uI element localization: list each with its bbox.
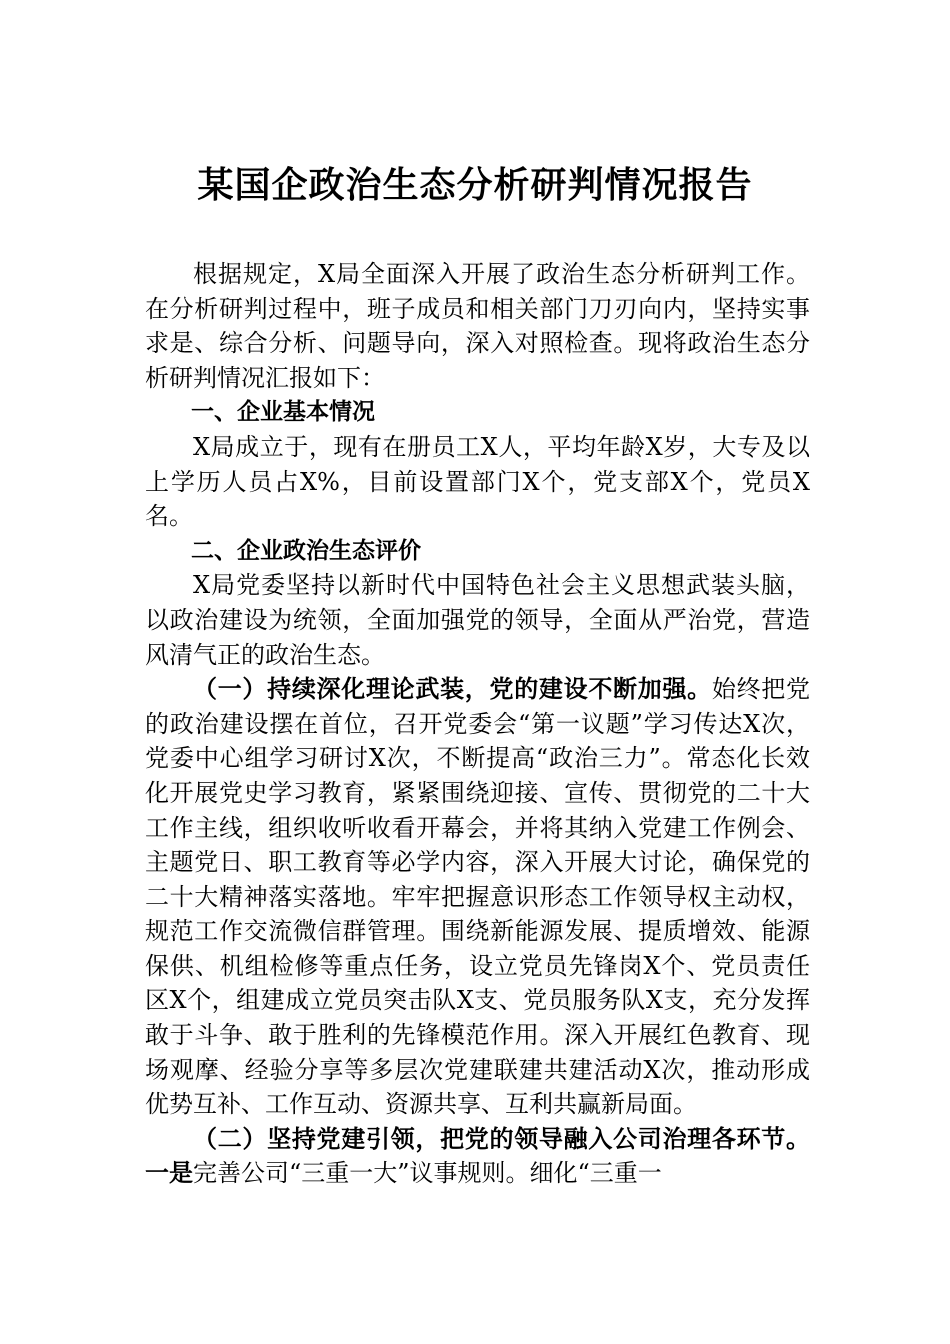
section-1-paragraph: X局成立于，现有在册员工X人，平均年龄X岁，大专及以上学历人员占X%，目前设置部门X个，党支部X个，党员X名。 <box>145 432 810 531</box>
intro-paragraph: 根据规定，X局全面深入开展了政治生态分析研判工作。在分析研判过程中，班子成员和相关部门刀刃向内，坚持实事求是、综合分析、问题导向，深入对照检查。现将政治生态分析研判情况汇报如下： <box>145 260 810 392</box>
section-1-heading: 一、企业基本情况 <box>191 399 375 426</box>
subsection-1-paragraph <box>145 672 810 1122</box>
subsection-2-lead: 一是 <box>145 1158 193 1188</box>
subsection-1-heading: （一）持续深化理论武装，党的建设不断加强。 <box>193 674 712 704</box>
subsection-1-text: 始终把党的政治建设摆在首位，召开党委会“第一议题”学习传达X次，党委中心组学习研讨X次，不断提高“政治三力”。常态化长效化开展党史学习教育，紧紧围绕迎接、宣传、贯彻党的二十大工作主线，组织收听收看开幕会，并将其纳入党建工作例会、主题党日、职工教育等必学内容，深入开展大讨论，确保党的二十大精神落实落地。牢牢把握意识形态工作领导权主动权，规范工作交流微信群管理。围绕新能源发展、提质增效、能源保供、机组检修等重点任务，设立党员先锋岗X个、党员责任区X个，组建成立党员突击队X支、党员服务队X支，充分发挥敢于斗争、敢于胜利的先锋模范作用。深入开展红色教育、现场观摩、经验分享等多层次党建联建共建活动X次，推动形成优势互补、工作互动、资源共享、互利共赢新局面。 <box>145 675 810 1119</box>
document-title: 某国企政治生态分析研判情况报告 <box>197 164 753 206</box>
subsection-2-heading: （二）坚持党建引领，把党的领导融入公司治理各环节。 <box>193 1123 810 1153</box>
subsection-2-paragraph <box>145 1122 810 1191</box>
section-2-paragraph: X局党委坚持以新时代中国特色社会主义思想武装头脑，以政治建设为统领，全面加强党的领导，全面从严治党，营造风清气正的政治生态。 <box>145 571 810 669</box>
document-body <box>145 257 810 1191</box>
section-2-heading: 二、企业政治生态评价 <box>191 537 421 564</box>
subsection-2-text: 完善公司“三重一大”议事规则。细化“三重一 <box>193 1159 662 1188</box>
